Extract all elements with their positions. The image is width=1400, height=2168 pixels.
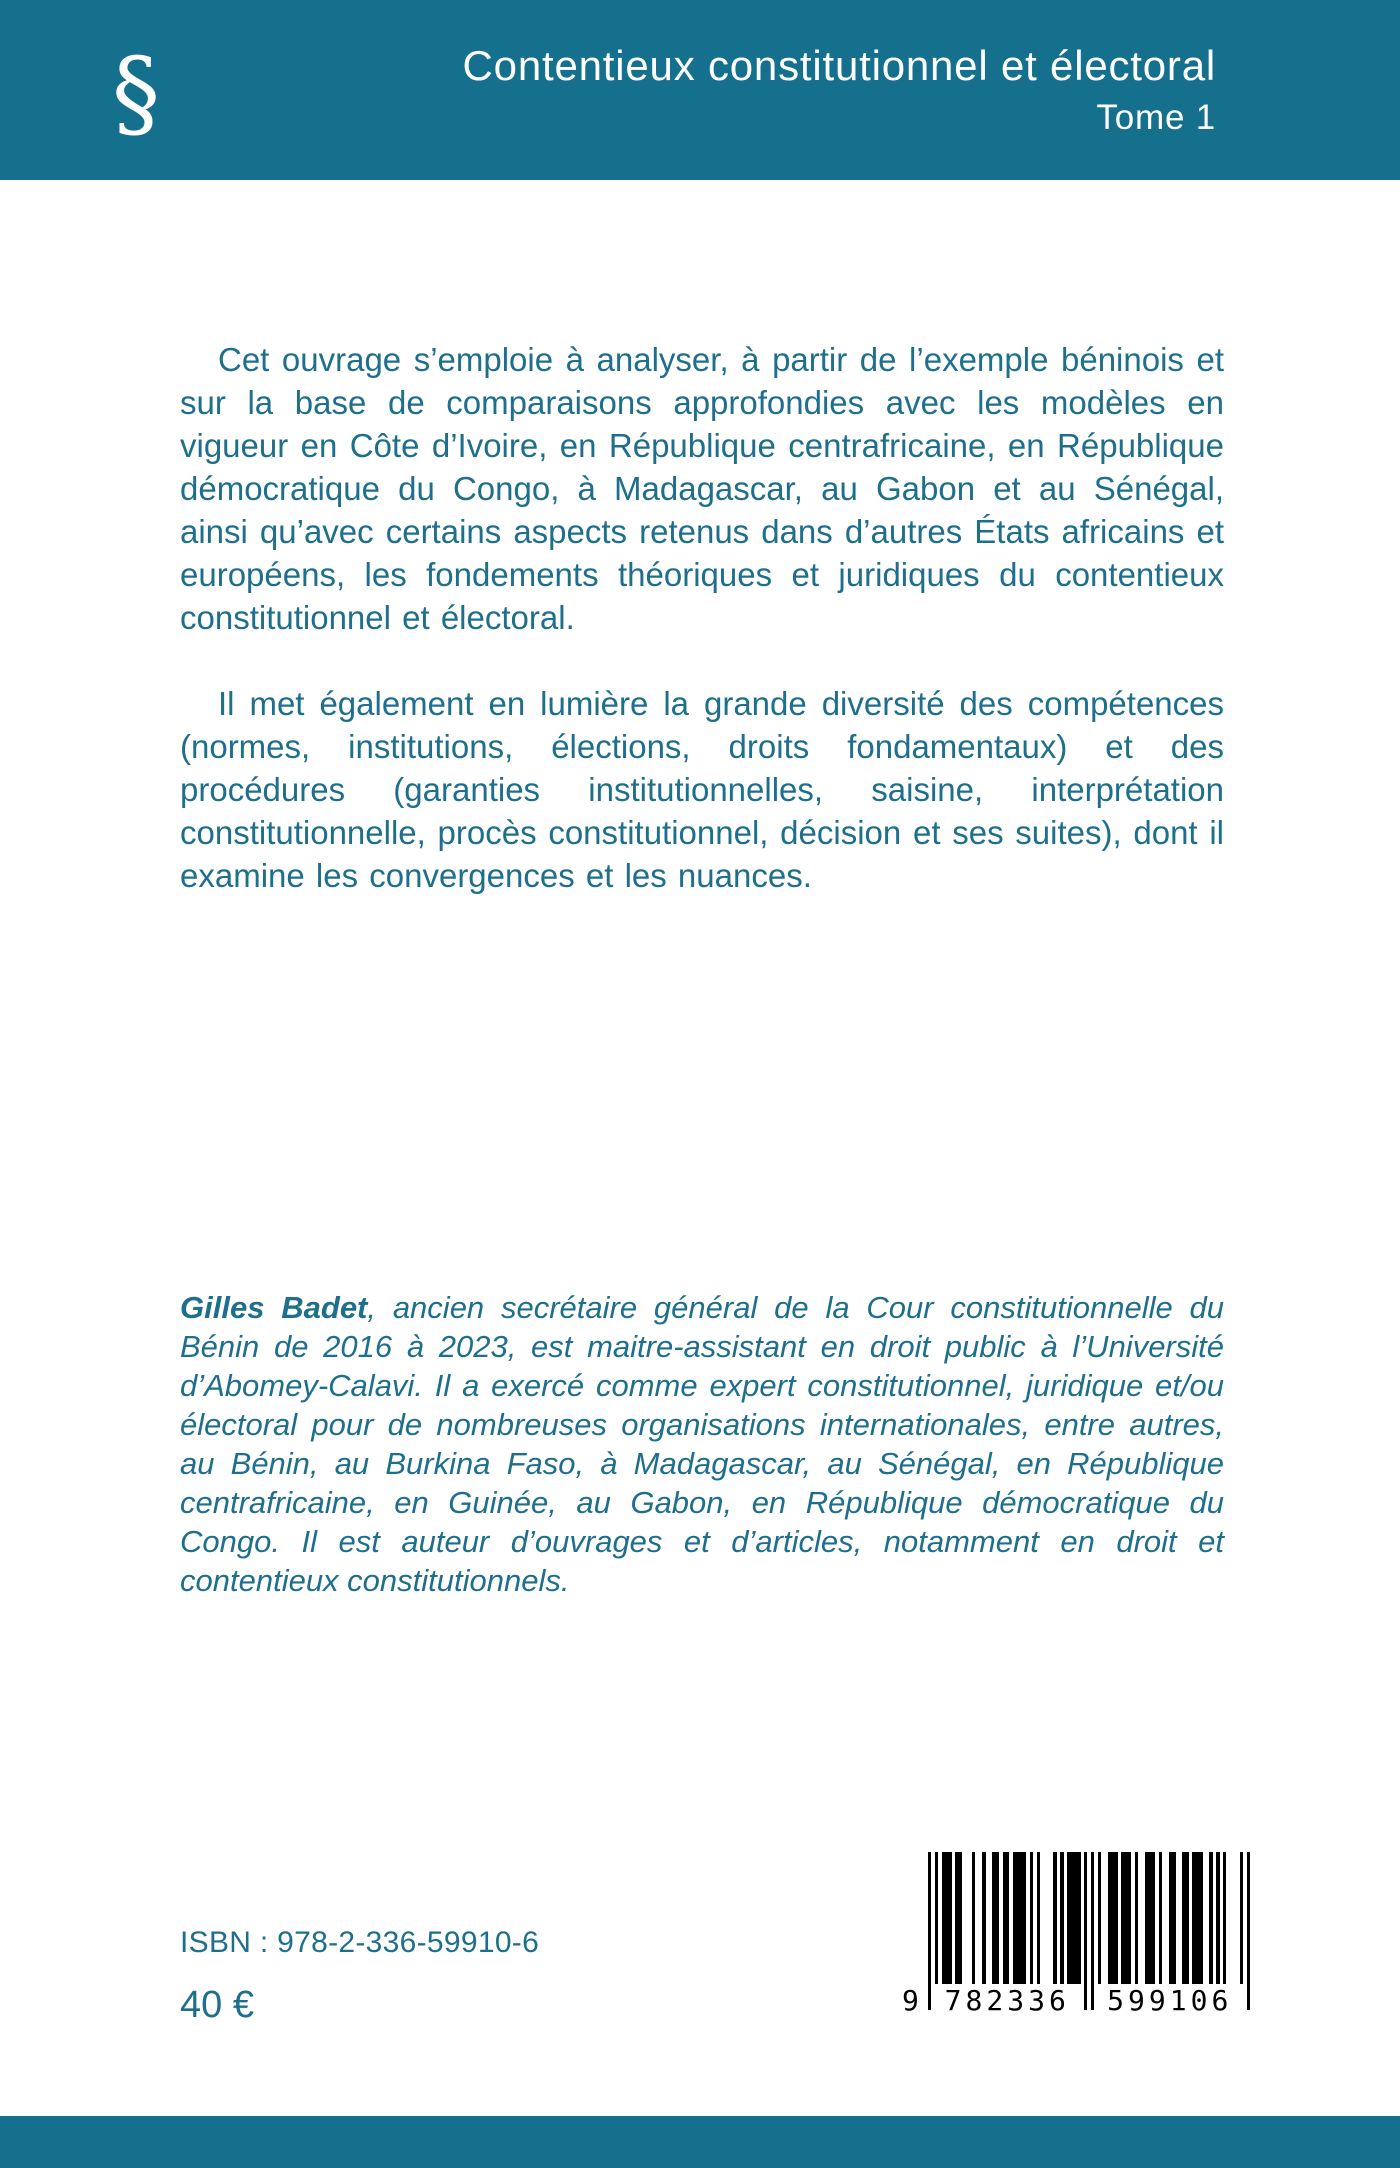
author-name: Gilles Badet — [180, 1290, 368, 1325]
description-paragraph-1: Cet ouvrage s’emploie à analyser, à partir de l’exemple béninois et sur la base de comparaisons approfondies avec les modèles en vigueur en Côte d’Ivoire, en République centrafricaine, en République démocratique du Congo, à Madagascar, au Gabon et au Sénégal, ainsi qu’avec certains aspects retenus dans d’autres États africains et européens, les fondements théoriques et juridiques du contentieux constitutionnel et électoral. — [180, 341, 1224, 636]
back-cover-text — [180, 338, 1224, 940]
isbn-price-block — [180, 1926, 539, 2027]
barcode-digits — [902, 1984, 1251, 2017]
barcode-left-group: 782336 — [931, 1984, 1084, 2017]
isbn-text: ISBN : 978-2-336-59910-6 — [180, 1926, 540, 1959]
publisher-section-symbol: § — [112, 37, 160, 150]
book-subtitle: Tome 1 — [1096, 98, 1216, 137]
title-block — [463, 42, 1216, 138]
book-title: Contentieux constitutionnel et électoral — [462, 42, 1216, 89]
barcode — [902, 1852, 1252, 2048]
author-bio-paragraph — [180, 1288, 1224, 1600]
barcode-right-group: 599106 — [1094, 1984, 1247, 2017]
price-text: 40 € — [180, 1984, 254, 2026]
author-bio — [180, 1288, 1224, 1600]
barcode-first-digit: 9 — [902, 1984, 926, 2017]
header-band — [0, 0, 1400, 180]
author-bio-text: , ancien secrétaire général de la Cour constitutionnelle du Bénin de 2016 à 2023, est maitre-assistant en droit public à l’Université d’Abomey-Calavi. Il a exercé comme expert constitutionnel, juridique et/ou électoral pour de nombreuses organisations internationales, entre autres, au Bénin, au Burkina Faso, à Madagascar, au Sénégal, en République centrafricaine, en Guinée, au Gabon, en République démocratique du Congo. Il est auteur d’ouvrages et d’articles, notamment en droit et contentieux constitutionnels. — [180, 1290, 1224, 1598]
description-paragraph-2: Il met également en lumière la grande diversité des compétences (normes, institutions, élections, droits fondamentaux) et des procédures (garanties institutionnelles, saisine, interprétation constitutionnelle, procès constitutionnel, décision et ses suites), dont il examine les convergences et les nuances. — [180, 685, 1224, 894]
footer-band — [0, 2116, 1400, 2168]
